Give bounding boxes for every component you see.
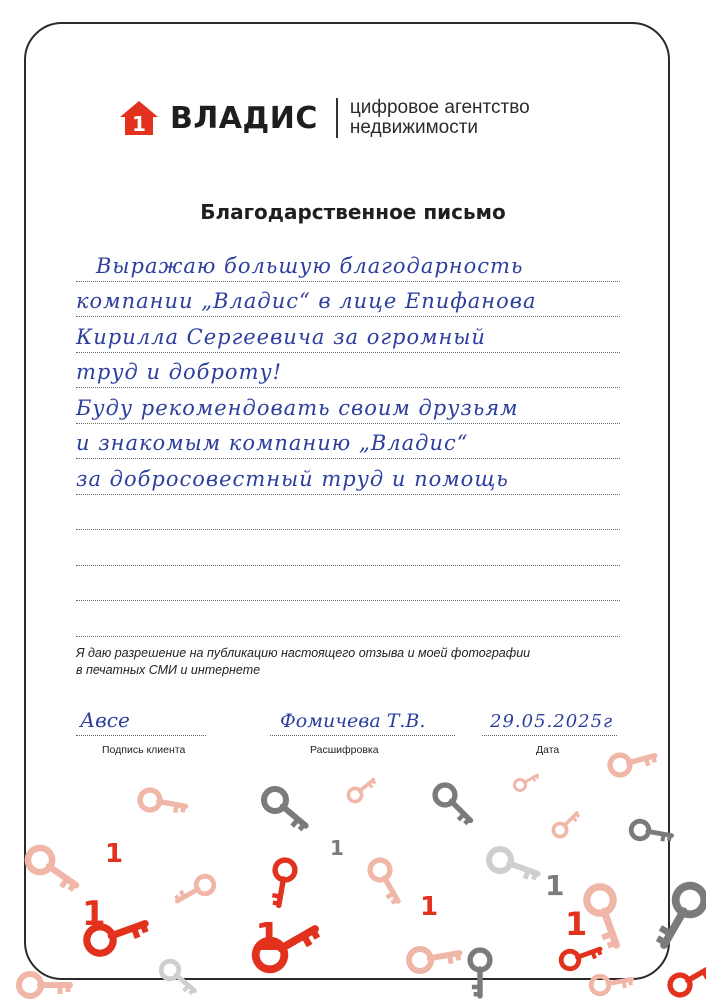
client-signature-block — [76, 696, 216, 756]
date-line — [482, 735, 617, 736]
decoding-signature: Фомичева Т.В. — [280, 710, 426, 732]
digit-one-decoration: 1 — [545, 869, 565, 902]
client-caption: Подпись клиента — [102, 744, 186, 756]
letter-line — [76, 459, 620, 495]
handwritten-text: и знакомым компанию „Владис“ — [76, 431, 469, 455]
header-divider — [336, 98, 338, 138]
digit-one-decoration: 1 — [105, 839, 124, 869]
decoding-block — [270, 696, 460, 756]
date-value: 29.05.2025г — [490, 711, 614, 732]
house-logo-icon — [118, 99, 160, 137]
publication-consent — [76, 645, 636, 679]
letter-line — [76, 317, 620, 353]
logo-digit: 1 — [132, 112, 146, 136]
decoding-caption: Расшифровка — [310, 744, 379, 756]
digit-one-decoration: 1 — [82, 894, 106, 934]
letter-line — [76, 424, 620, 460]
tagline-line-2: недвижимости — [349, 117, 479, 138]
decoding-line — [270, 735, 455, 736]
letter-line — [76, 530, 620, 566]
handwritten-text: компании „Владис“ в лице Епифанова — [76, 289, 537, 313]
letter-title: Благодарственное письмо — [200, 200, 506, 224]
date-caption: Дата — [536, 744, 560, 756]
handwritten-text: за добросовестный труд и помощь — [76, 466, 509, 491]
digit-one-decoration: 1 — [565, 905, 588, 943]
handwritten-text: Выражаю большую благодарность — [96, 253, 524, 278]
consent-line-2: в печатных СМИ и интернете — [76, 663, 261, 677]
letter-line — [76, 282, 620, 318]
brand-name: ВЛАДИС — [170, 100, 318, 136]
letter-line — [76, 246, 620, 282]
tagline-line-1: цифровое агентство — [349, 97, 530, 118]
brand-header — [118, 96, 530, 140]
handwritten-text: труд и доброту! — [76, 360, 283, 384]
handwritten-text: Кирилла Сергеевича за огромный — [76, 324, 486, 349]
digit-one-decoration: 1 — [330, 836, 344, 860]
digit-one-decoration: 1 — [420, 892, 439, 922]
consent-line-1: Я даю разрешение на публикацию настоящего отзыва и моей фотографии — [76, 646, 531, 660]
digit-one-decoration: 1 — [255, 915, 282, 959]
handwritten-text: Буду рекомендовать своим друзьям — [76, 395, 519, 420]
letter-line — [76, 601, 620, 637]
letter-body — [76, 246, 620, 637]
letter-line — [76, 353, 620, 389]
date-block — [482, 696, 622, 756]
letter-line — [76, 495, 620, 531]
key-icon — [666, 958, 706, 998]
signature-line — [76, 735, 206, 736]
brand-tagline — [350, 98, 530, 138]
letter-line — [76, 566, 620, 602]
client-signature: Авсе — [80, 708, 130, 732]
letter-line — [76, 388, 620, 424]
